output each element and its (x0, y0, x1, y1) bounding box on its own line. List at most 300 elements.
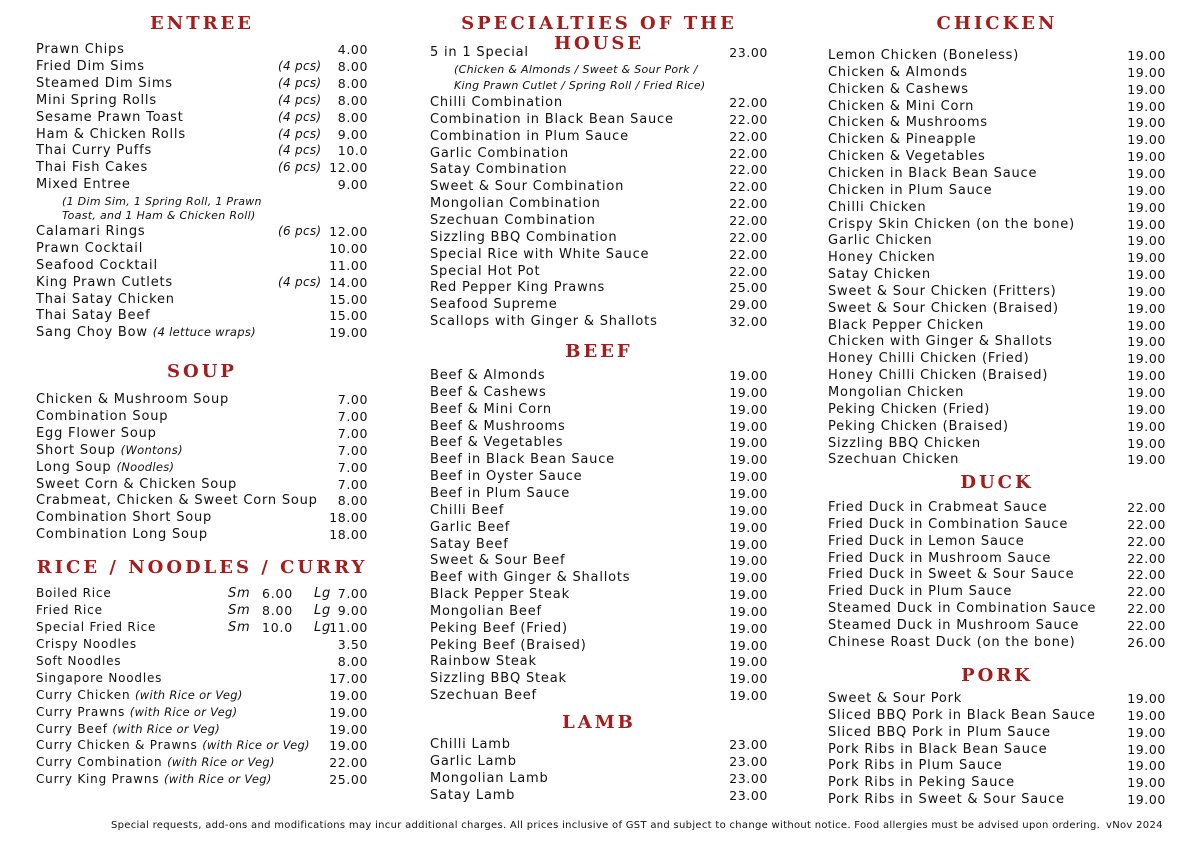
item-name (828, 367, 1048, 384)
item-price: 15.00 (329, 308, 368, 323)
item-name-text: Curry Chicken & Prawns (36, 738, 198, 753)
item-name (430, 620, 568, 637)
item-name-text: Chicken & Almonds (828, 64, 968, 80)
item-name (828, 300, 1059, 317)
item-price: 8.00 (337, 493, 368, 509)
menu-item (430, 603, 768, 620)
item-name-text: Chicken & Pineapple (828, 132, 977, 148)
menu-item (828, 165, 1166, 182)
item-name (828, 384, 964, 401)
large-size-label: Lg (314, 619, 332, 635)
item-name (36, 58, 145, 75)
item-price: 22.00 (729, 196, 768, 212)
item-name-text: Beef in Oyster Sauce (430, 469, 583, 485)
menu-item (828, 148, 1166, 165)
item-name (828, 499, 1047, 516)
item-name (430, 468, 582, 485)
item-name-text: Peking Beef (Braised) (430, 637, 587, 653)
menu-item (430, 44, 768, 61)
menu-item (828, 566, 1166, 583)
item-price: 19.00 (1127, 775, 1166, 791)
menu-item (430, 195, 768, 212)
menu-item (36, 636, 368, 653)
menu-item (36, 274, 368, 291)
menu-item (828, 317, 1166, 334)
menu-item (828, 634, 1166, 651)
item-price: 19.00 (1127, 401, 1166, 417)
small-size-price: 10.0 (262, 619, 294, 635)
item-price: 19.00 (1127, 707, 1166, 723)
item-price: 19.00 (729, 368, 768, 383)
item-price: 19.00 (729, 654, 768, 670)
menu-item (828, 232, 1166, 249)
item-price: 19.00 (1127, 182, 1166, 198)
item-name (430, 384, 547, 401)
item-name-text: Chinese Roast Duck (on the bone) (828, 634, 1076, 650)
menu-item (430, 145, 768, 162)
item-price: 22.00 (729, 179, 768, 195)
menu-item (430, 519, 768, 536)
item-price: 19.00 (1127, 149, 1166, 165)
item-price: 22.00 (1127, 601, 1166, 617)
menu-item (430, 670, 768, 687)
item-name (430, 670, 567, 687)
menu-item (430, 687, 768, 704)
item-pieces: (4 pcs) (278, 127, 322, 141)
menu-item (828, 791, 1166, 808)
menu-item (430, 246, 768, 263)
item-name (828, 249, 936, 266)
item-name-text: Chicken with Ginger & Shallots (828, 334, 1053, 350)
item-price: 22.00 (729, 246, 768, 262)
item-name (36, 771, 272, 788)
version-label: vNov 2024 (1106, 820, 1163, 831)
menu-item (430, 263, 768, 280)
menu-item (828, 617, 1166, 634)
item-name (36, 653, 121, 670)
item-name-text: Red Pepper King Prawns (430, 280, 606, 296)
item-name (430, 94, 563, 111)
item-name-text: Calamari Rings (36, 224, 146, 239)
menu-item (430, 536, 768, 553)
item-name (828, 418, 1009, 435)
item-name (430, 296, 558, 313)
item-name (430, 434, 563, 451)
item-price: 12.00 (329, 160, 368, 175)
item-name (828, 114, 988, 131)
small-size-label: Sm (228, 602, 251, 618)
menu-item (430, 787, 768, 804)
item-name-text: Pork Ribs in Peking Sauce (828, 775, 1015, 791)
item-name-text: Seafood Cocktail (36, 258, 158, 273)
item-name-text: Sweet Corn & Chicken Soup (36, 476, 238, 492)
item-name-text: Singapore Noodles (36, 670, 163, 685)
section-title-entree: ENTREE (150, 13, 254, 34)
menu-item (36, 509, 368, 526)
item-price: 19.00 (729, 502, 768, 518)
menu-item (430, 736, 768, 753)
item-name-text: Chilli Chicken (828, 199, 927, 215)
item-price: 25.00 (329, 772, 368, 788)
item-name-text: Mongolian Lamb (430, 770, 549, 786)
item-name (36, 126, 186, 143)
item-name (828, 148, 986, 165)
item-price: 26.00 (1127, 634, 1166, 650)
menu-item (36, 408, 368, 425)
item-price: 23.00 (729, 770, 768, 786)
item-price: 19.00 (1127, 283, 1166, 299)
item-name-text: Chicken in Black Bean Sauce (828, 165, 1038, 181)
item-price: 22.00 (729, 212, 768, 228)
item-price: 22.00 (329, 755, 368, 771)
menu-item (36, 687, 368, 704)
item-name-text: King Prawn Cutlets (36, 275, 173, 290)
menu-item (36, 257, 368, 274)
item-name (828, 81, 969, 98)
item-price: 25.00 (729, 280, 768, 296)
menu-item (828, 516, 1166, 533)
item-price: 32.00 (729, 314, 768, 330)
item-name (36, 41, 125, 58)
item-name (36, 636, 137, 653)
item-name (430, 637, 587, 654)
item-price: 19.00 (1127, 368, 1166, 384)
item-pieces: (4 pcs) (278, 93, 322, 107)
menu-item (36, 240, 368, 257)
item-pieces: (4 pcs) (278, 143, 322, 157)
item-name (430, 451, 615, 468)
item-name-text: Crabmeat, Chicken & Sweet Corn Soup (36, 493, 318, 509)
item-name (828, 583, 1012, 600)
menu-item (430, 770, 768, 787)
item-price: 22.00 (1127, 516, 1166, 532)
large-size-price: 9.00 (337, 602, 368, 618)
item-name (828, 435, 981, 452)
menu-item (430, 418, 768, 435)
item-price: 19.00 (729, 671, 768, 687)
menu-item (36, 619, 368, 636)
item-price: 22.00 (729, 263, 768, 279)
menu-item (430, 178, 768, 195)
item-name-text: Mongolian Chicken (828, 385, 965, 400)
item-price: 18.00 (329, 527, 368, 543)
item-price: 22.00 (1127, 584, 1166, 600)
section-title-duck: DUCK (960, 472, 1034, 493)
item-name-text: Fried Duck in Combination Sauce (828, 516, 1069, 532)
item-name-text: Chilli Combination (430, 95, 563, 110)
item-name-text: Thai Satay Beef (36, 308, 151, 323)
item-name-text: Beef in Plum Sauce (430, 485, 571, 501)
item-name-text: Combination in Plum Sauce (430, 128, 629, 144)
menu-item (36, 670, 368, 687)
item-name-text: Satay Beef (430, 536, 509, 552)
menu-item (36, 737, 368, 754)
item-price: 7.00 (337, 408, 368, 424)
item-price: 18.00 (329, 510, 368, 526)
item-price: 7.00 (337, 425, 368, 441)
item-pieces: (4 pcs) (278, 110, 322, 124)
item-price: 19.00 (1127, 98, 1166, 114)
item-name (36, 223, 145, 240)
menu-item (430, 279, 768, 296)
menu-item (828, 81, 1166, 98)
item-name (36, 459, 174, 476)
item-name-text: Prawn Cocktail (36, 241, 144, 256)
item-name-text: Mongolian Beef (430, 603, 542, 619)
item-name (430, 770, 549, 787)
item-price: 19.00 (729, 384, 768, 400)
item-name-text: Sliced BBQ Pork in Black Bean Sauce (828, 707, 1096, 723)
item-name-text: Combination Short Soup (36, 510, 213, 526)
item-name (430, 502, 504, 519)
item-price: 19.00 (1127, 452, 1166, 468)
menu-item (828, 283, 1166, 300)
section-title-lamb: LAMB (562, 712, 636, 733)
item-name-text: Fried Duck in Crabmeat Sauce (828, 500, 1048, 515)
item-name (828, 451, 959, 468)
item-price: 19.00 (729, 553, 768, 569)
item-name (36, 159, 148, 176)
section-title-pork: PORK (961, 665, 1033, 686)
item-pieces: (4 pcs) (278, 59, 322, 73)
item-name-text: Combination Soup (36, 408, 169, 424)
item-name-text: Sweet & Sour Combination (430, 179, 625, 195)
item-price: 10.00 (329, 241, 368, 256)
item-price: 11.00 (329, 258, 368, 273)
item-name-text: Mini Spring Rolls (36, 93, 157, 108)
menu-item (36, 126, 368, 143)
item-name-text: Sizzling BBQ Steak (430, 671, 567, 687)
item-price: 8.00 (337, 653, 368, 669)
item-name-text: Chicken & Mushrooms (828, 115, 988, 131)
item-price: 29.00 (729, 297, 768, 313)
menu-item (828, 724, 1166, 741)
item-price: 19.00 (729, 637, 768, 653)
item-price: 8.00 (337, 76, 368, 91)
item-name-text: Chilli Lamb (430, 737, 511, 752)
menu-item (430, 753, 768, 770)
menu-item (430, 128, 768, 145)
item-name (828, 533, 1025, 550)
item-name (430, 536, 509, 553)
menu-item (430, 296, 768, 313)
item-name-text: Sang Choy Bow (36, 325, 148, 340)
item-name-text: Prawn Chips (36, 42, 125, 57)
item-price: 8.00 (337, 93, 368, 108)
item-price: 19.00 (729, 452, 768, 468)
item-note: (4 lettuce wraps) (152, 325, 256, 339)
menu-item (36, 291, 368, 308)
item-name-text: Satay Lamb (430, 787, 516, 803)
item-price: 19.00 (729, 603, 768, 619)
item-note: (Wontons) (120, 442, 183, 457)
item-name (36, 176, 131, 193)
item-name (828, 283, 1057, 300)
item-name-text: Curry Chicken (36, 687, 131, 702)
item-name (430, 519, 510, 536)
item-price: 19.00 (1127, 199, 1166, 215)
item-name: Fried Rice (36, 602, 103, 617)
item-name (430, 603, 542, 620)
item-name-text: Steamed Duck in Mushroom Sauce (828, 617, 1080, 633)
item-name-text: Black Pepper Steak (430, 587, 570, 603)
item-price: 19.00 (1127, 741, 1166, 757)
item-price: 7.00 (337, 442, 368, 458)
item-name (430, 111, 674, 128)
item-name-text: Sweet & Sour Beef (430, 553, 566, 569)
item-name-text: Szechuan Chicken (828, 452, 960, 468)
item-name (828, 401, 990, 418)
item-price: 22.00 (729, 145, 768, 161)
item-name (828, 707, 1096, 724)
item-name-text: Chicken & Cashews (828, 81, 969, 97)
item-price: 22.00 (729, 162, 768, 178)
item-note: (with Rice or Veg) (135, 687, 243, 702)
item-name (430, 263, 540, 280)
mixed-entree-description-2: Toast, and 1 Ham & Chicken Roll) (62, 209, 256, 222)
item-name (828, 791, 1065, 808)
large-size-label: Lg (314, 602, 332, 618)
item-price: 23.00 (729, 787, 768, 803)
menu-item (36, 58, 368, 75)
menu-item (36, 526, 368, 543)
item-name-text: Curry King Prawns (36, 772, 160, 787)
menu-item (36, 159, 368, 176)
item-name (36, 492, 318, 509)
item-name (430, 736, 511, 753)
item-name-text: Mixed Entree (36, 177, 131, 192)
item-name (828, 131, 976, 148)
item-price: 19.00 (1127, 48, 1166, 63)
item-price: 23.00 (729, 45, 768, 60)
item-note: (with Rice or Veg) (167, 755, 275, 770)
item-price: 19.00 (1127, 216, 1166, 232)
menu-item (828, 350, 1166, 367)
item-price: 4.00 (337, 42, 368, 57)
menu-item (430, 367, 768, 384)
item-name (36, 75, 173, 92)
footer (111, 819, 1171, 833)
menu-item (828, 499, 1166, 516)
menu-item (828, 64, 1166, 81)
item-price: 19.00 (329, 738, 368, 754)
item-name (36, 754, 275, 771)
item-name-text: Honey Chicken (828, 250, 936, 266)
item-name-text: Peking Chicken (Braised) (828, 418, 1009, 434)
item-name (430, 586, 570, 603)
menu-item (828, 114, 1166, 131)
menu-item (828, 550, 1166, 567)
item-name (430, 246, 649, 263)
menu-item (36, 391, 368, 408)
item-name (36, 687, 243, 704)
small-size-label: Sm (228, 586, 251, 601)
item-name (430, 787, 515, 804)
item-price: 19.00 (329, 704, 368, 720)
large-size-label: Lg (314, 586, 332, 601)
item-name-text: Sweet & Sour Chicken (Braised) (828, 300, 1059, 316)
item-price: 22.00 (1127, 567, 1166, 583)
menu-item (36, 442, 368, 459)
menu-item (828, 266, 1166, 283)
item-name (430, 128, 629, 145)
item-name-text: Egg Flower Soup (36, 425, 157, 441)
item-name (430, 569, 630, 586)
item-price: 17.00 (329, 670, 368, 686)
menu-item (430, 229, 768, 246)
item-name-text: Pork Ribs in Black Bean Sauce (828, 741, 1048, 757)
menu-item (36, 425, 368, 442)
menu-item (430, 653, 768, 670)
item-name (828, 350, 1029, 367)
menu-item (828, 774, 1166, 791)
section-title-rice-noodles-curry: RICE / NOODLES / CURRY (36, 557, 368, 578)
item-price: 22.00 (1127, 550, 1166, 566)
menu-item (36, 602, 368, 619)
item-price: 19.00 (1127, 64, 1166, 80)
item-price: 19.00 (1127, 418, 1166, 434)
item-price: 19.00 (729, 401, 768, 417)
menu-item (36, 109, 368, 126)
item-name (828, 690, 962, 707)
item-name-text: Special Hot Pot (430, 263, 541, 279)
item-name (430, 401, 552, 418)
item-name-text: Chilli Beef (430, 502, 505, 518)
item-price: 7.00 (337, 392, 368, 407)
item-name-text: Beef & Vegetables (430, 435, 564, 451)
item-price: 19.00 (1127, 300, 1166, 316)
item-price: 19.00 (1127, 250, 1166, 266)
small-size-price: 8.00 (262, 602, 294, 618)
menu-item (828, 249, 1166, 266)
item-price: 23.00 (729, 753, 768, 769)
menu-item (36, 476, 368, 493)
item-price: 22.00 (1127, 533, 1166, 549)
item-name-text: Garlic Beef (430, 519, 511, 535)
item-name (828, 724, 1051, 741)
item-price: 19.00 (729, 469, 768, 485)
menu-item (36, 585, 368, 602)
item-name-text: Szechuan Beef (430, 688, 537, 704)
small-size-label: Sm (228, 619, 251, 635)
item-name-text: Soft Noodles (36, 653, 122, 668)
menu-item (36, 223, 368, 240)
menu-item (828, 182, 1166, 199)
item-name-text: Fried Duck in Plum Sauce (828, 584, 1013, 600)
item-price: 8.00 (337, 59, 368, 74)
item-name-text: Pork Ribs in Plum Sauce (828, 758, 1003, 774)
item-name (828, 566, 1074, 583)
menu-item (828, 199, 1166, 216)
item-name: Boiled Rice (36, 586, 112, 600)
menu-item (828, 741, 1166, 758)
item-name-text: Fried Duck in Lemon Sauce (828, 533, 1025, 549)
item-name (828, 634, 1075, 651)
item-name (36, 92, 157, 109)
item-name-text: Short Soup (36, 442, 116, 458)
menu-item (430, 502, 768, 519)
item-name (828, 617, 1079, 634)
item-name (828, 232, 932, 249)
item-price: 19.00 (729, 519, 768, 535)
menu-item (36, 307, 368, 324)
item-pieces: (6 pcs) (278, 160, 322, 174)
item-name-text: Scallops with Ginger & Shallots (430, 314, 658, 330)
menu-item (828, 533, 1166, 550)
menu-item (430, 485, 768, 502)
item-name-text: Garlic Lamb (430, 753, 517, 769)
large-size-price: 7.00 (337, 586, 368, 601)
